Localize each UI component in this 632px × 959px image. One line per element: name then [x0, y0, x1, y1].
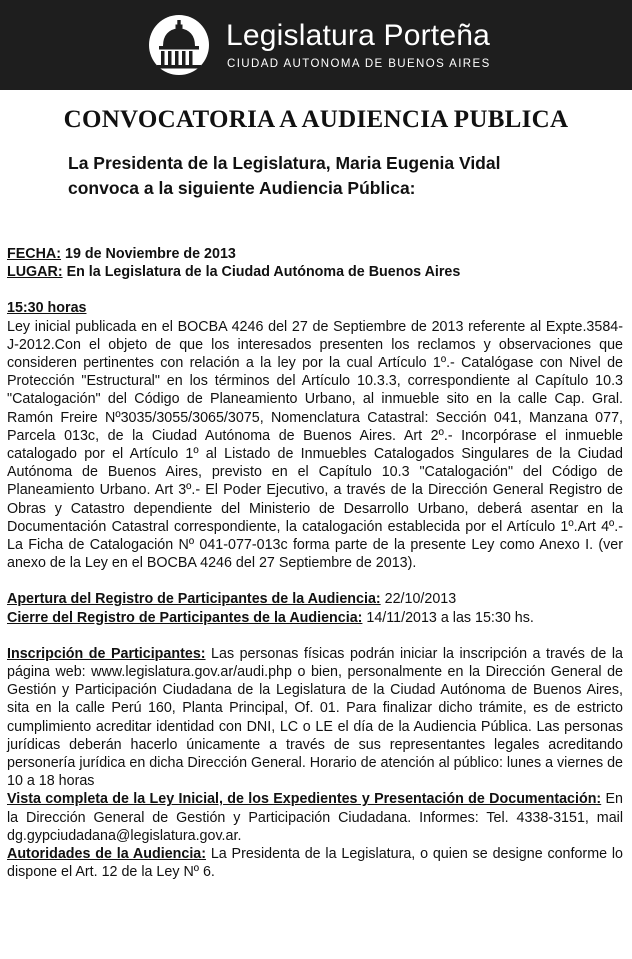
- vista-paragraph: [7, 790, 623, 845]
- vista-label: Vista completa de la Ley Inicial, de los Expedientes y Presentación de Documentación:: [7, 791, 602, 808]
- autoridades-text: La Presidenta de la Legislatura, o quien se designe conforme lo dispone el Art. 12 de la Ley Nº 6.: [7, 846, 623, 881]
- page-title: CONVOCATORIA A AUDIENCIA PUBLICA: [63, 106, 569, 133]
- lugar-line: [7, 263, 623, 281]
- autoridades-paragraph: [7, 845, 623, 881]
- cierre-label: Cierre del Registro de Participantes de la Audiencia:: [7, 609, 363, 626]
- notice-body: [7, 245, 623, 882]
- convocation-intro: [68, 151, 628, 201]
- cierre-value: 14/11/2013 a las 15:30 hs.: [362, 609, 534, 626]
- inscripcion-paragraph: [7, 645, 623, 791]
- fecha-label: FECHA:: [7, 246, 62, 262]
- inscripcion-text: Las personas físicas podrán iniciar la inscripción a través de la página web: www.legislatura.gov.ar/audi.php o bien, personalmente en la Dirección General de Gestión y Participación Ciudadana de la Legislatura de la Ciudad Autónoma de Buenos Aires, sita en la calle Perú 160, Planta Principal, Of. 01. Para finalizar dicho trámite, es de estricto cumplimiento acreditar identidad con DNI, LC o LE el día de la Audiencia Pública. Las personas jurídicas deberán hacerlo únicamente a través de sus representantes legales acreditando personería jurídica en dicha Dirección General. Horario de atención al público: lunes a viernes de 10 a 18 horas: [7, 645, 623, 790]
- fecha-line: [7, 245, 623, 263]
- vista-text: En la Dirección General de Gestión y Participación Ciudadana. Informes: Tel. 4338-3151, mail dg.gypciudadana@legislatura.gov.ar.: [7, 791, 623, 844]
- lugar-value: En la Legislatura de la Ciudad Autónoma de Buenos Aires: [62, 264, 461, 281]
- lugar-label: LUGAR:: [7, 264, 63, 281]
- convocation-line-1: La Presidenta de la Legislatura, Maria Eugenia Vidal: [68, 153, 501, 173]
- logo-subtitle: CIUDAD AUTONOMA DE BUENOS AIRES: [227, 58, 491, 70]
- ley-paragraph: Ley inicial publicada en el BOCBA 4246 del 27 de Septiembre de 2013 referente al Expte.3584-J-2012.Con el objeto de que los interesados presenten los reclamos y observaciones que consideren pertinentes con relación a la ley por la cual Artículo 1º.- Catalógase con Nivel de Protección "Estructural" en los términos del Artículo 10.3.3, correspondiente al Capítulo 10.3 "Catalogación" del Código de Planeamiento Urbano, al inmueble sito en la calle Cap. Gral. Ramón Freire Nº3035/3055/3065/3075, Nomenclatura Catastral: Sección 041, Manzana 077, Parcela 013c, de la Ciudad Autónoma de Buenos Aires. Art 2º.- Incorpórase el inmueble catalogado por el Artículo 1º al Listado de Inmuebles Catalogados Singulares de la Ciudad Autónoma de Buenos Aires, previsto en el Capítulo 10.3 "Catalogación" del Código de Planeamiento Urbano. Art 3º.- El Poder Ejecutivo, a través de la Dirección General Registro de Obras y Catastro dependiente del Ministerio de Desarrollo Urbano, deberá asentar en la Documentación Catastral correspondiente, la catalogación establecida por el Artículo 1º.Art 4º.- La Ficha de Catalogación Nº 041-077-013c forma parte de la presente Ley como Anexo I. (ver anexo de la Ley en el BOCBA 4246 del 27 Septiembre de 2013).: [7, 318, 623, 572]
- apertura-line: [7, 590, 623, 608]
- cierre-line: [7, 609, 623, 627]
- hora-line: [7, 299, 623, 317]
- apertura-value: 22/10/2013: [380, 591, 457, 608]
- apertura-label: Apertura del Registro de Participantes de la Audiencia:: [7, 591, 381, 608]
- inscripcion-label: Inscripción de Participantes:: [7, 645, 206, 662]
- fecha-value: 19 de Noviembre de 2013: [61, 246, 236, 262]
- dome-building-icon: [148, 14, 210, 76]
- autoridades-label: Autoridades de la Audiencia:: [7, 846, 207, 863]
- header-banner: [0, 0, 632, 90]
- hora-label: 15:30 horas: [7, 300, 87, 317]
- convocation-line-2: convoca a la siguiente Audiencia Pública:: [68, 178, 416, 198]
- logo-title: Legislatura Porteña: [226, 19, 490, 52]
